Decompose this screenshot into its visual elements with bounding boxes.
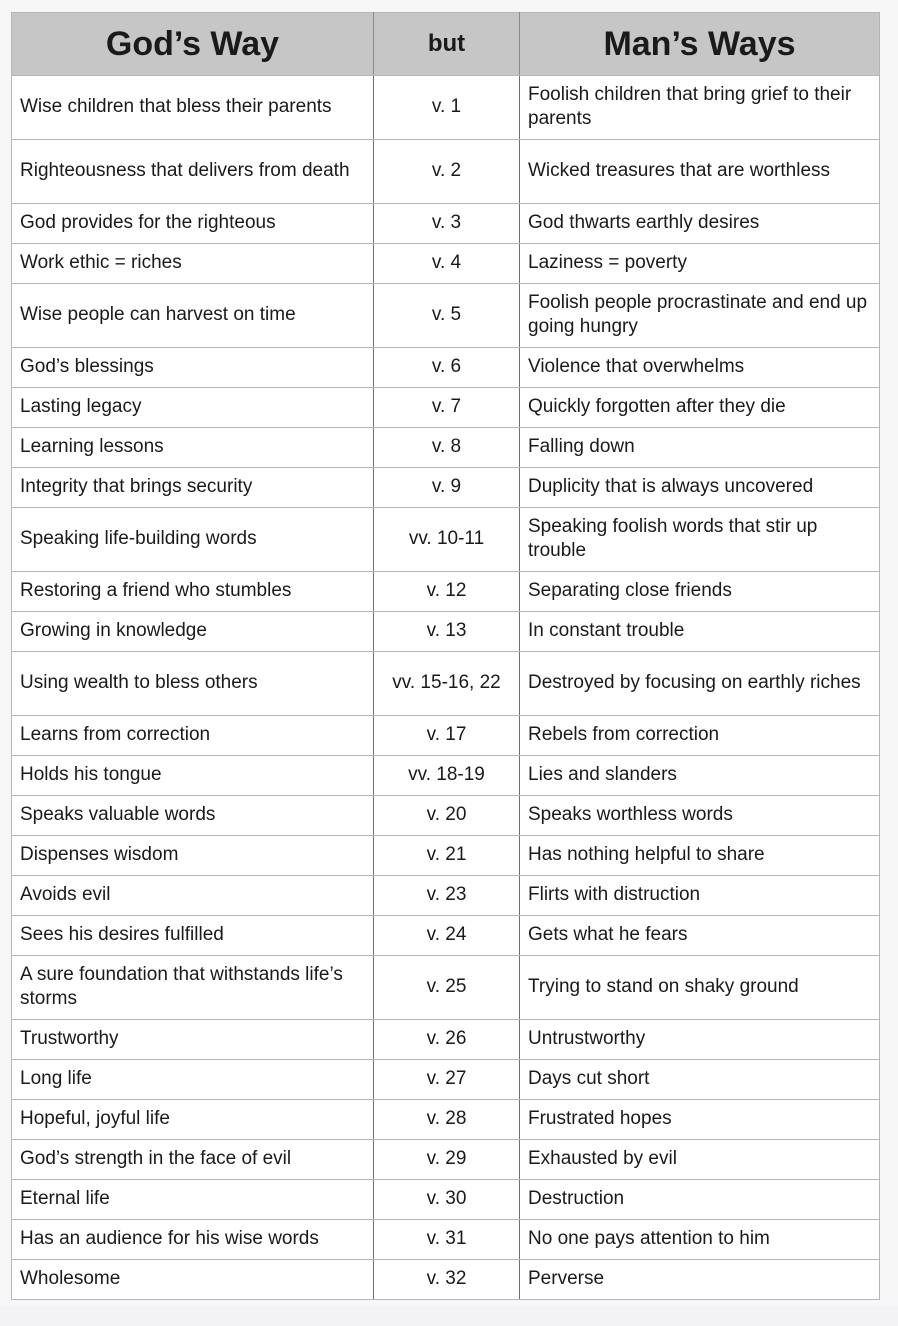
gods-way-cell: Restoring a friend who stumbles (12, 572, 374, 612)
gods-way-cell: Hopeful, joyful life (12, 1100, 374, 1140)
mans-way-cell: Violence that overwhelms (520, 348, 880, 388)
mans-way-cell: Destruction (520, 1180, 880, 1220)
header-gods-way: God’s Way (12, 13, 374, 76)
gods-way-cell: Speaking life-building words (12, 508, 374, 572)
gods-way-cell: Eternal life (12, 1180, 374, 1220)
table-row (12, 756, 880, 796)
verse-cell: v. 17 (374, 716, 520, 756)
table-row (12, 468, 880, 508)
mans-way-cell: Wicked treasures that are worthless (520, 140, 880, 204)
verse-cell: v. 5 (374, 284, 520, 348)
gods-way-cell: Has an audience for his wise words (12, 1220, 374, 1260)
verse-cell: v. 3 (374, 204, 520, 244)
gods-way-cell: Lasting legacy (12, 388, 374, 428)
mans-way-cell: Separating close friends (520, 572, 880, 612)
gods-way-cell: Wholesome (12, 1260, 374, 1300)
mans-way-cell: In constant trouble (520, 612, 880, 652)
mans-way-cell: Falling down (520, 428, 880, 468)
verse-cell: v. 9 (374, 468, 520, 508)
gods-way-cell: Long life (12, 1060, 374, 1100)
table-row (12, 140, 880, 204)
table-row (12, 612, 880, 652)
gods-way-cell: Speaks valuable words (12, 796, 374, 836)
mans-way-cell: Gets what he fears (520, 916, 880, 956)
comparison-table (11, 12, 880, 1300)
gods-way-cell: Integrity that brings security (12, 468, 374, 508)
verse-cell: v. 26 (374, 1020, 520, 1060)
gods-way-cell: Avoids evil (12, 876, 374, 916)
table-row (12, 652, 880, 716)
verse-cell: v. 32 (374, 1260, 520, 1300)
table-row (12, 1100, 880, 1140)
mans-way-cell: Rebels from correction (520, 716, 880, 756)
verse-cell: vv. 18-19 (374, 756, 520, 796)
gods-way-cell: Holds his tongue (12, 756, 374, 796)
mans-way-cell: God thwarts earthly desires (520, 204, 880, 244)
comparison-table-container (11, 12, 879, 1300)
gods-way-cell: God provides for the righteous (12, 204, 374, 244)
mans-way-cell: Destroyed by focusing on earthly riches (520, 652, 880, 716)
gods-way-cell: Learning lessons (12, 428, 374, 468)
verse-cell: v. 2 (374, 140, 520, 204)
mans-way-cell: Laziness = poverty (520, 244, 880, 284)
mans-way-cell: Duplicity that is always uncovered (520, 468, 880, 508)
table-body (12, 76, 880, 1300)
mans-way-cell: Exhausted by evil (520, 1140, 880, 1180)
mans-way-cell: Foolish people procrastinate and end up going hungry (520, 284, 880, 348)
verse-cell: v. 7 (374, 388, 520, 428)
mans-way-cell: Days cut short (520, 1060, 880, 1100)
gods-way-cell: Wise people can harvest on time (12, 284, 374, 348)
verse-cell: v. 4 (374, 244, 520, 284)
verse-cell: v. 30 (374, 1180, 520, 1220)
verse-cell: vv. 10-11 (374, 508, 520, 572)
verse-cell: v. 20 (374, 796, 520, 836)
mans-way-cell: Foolish children that bring grief to their parents (520, 76, 880, 140)
mans-way-cell: Lies and slanders (520, 756, 880, 796)
mans-way-cell: Speaking foolish words that stir up trouble (520, 508, 880, 572)
verse-cell: v. 8 (374, 428, 520, 468)
gods-way-cell: A sure foundation that withstands life’s storms (12, 956, 374, 1020)
gods-way-cell: Using wealth to bless others (12, 652, 374, 716)
mans-way-cell: Untrustworthy (520, 1020, 880, 1060)
verse-cell: v. 28 (374, 1100, 520, 1140)
verse-cell: v. 1 (374, 76, 520, 140)
table-row (12, 204, 880, 244)
verse-cell: vv. 15-16, 22 (374, 652, 520, 716)
gods-way-cell: Dispenses wisdom (12, 836, 374, 876)
table-row (12, 348, 880, 388)
gods-way-cell: Sees his desires fulfilled (12, 916, 374, 956)
page-footer-band (0, 1306, 898, 1326)
table-row (12, 836, 880, 876)
table-row (12, 428, 880, 468)
verse-cell: v. 31 (374, 1220, 520, 1260)
verse-cell: v. 27 (374, 1060, 520, 1100)
gods-way-cell: Righteousness that delivers from death (12, 140, 374, 204)
table-row (12, 244, 880, 284)
table-row (12, 1260, 880, 1300)
table-row (12, 876, 880, 916)
gods-way-cell: Work ethic = riches (12, 244, 374, 284)
table-row (12, 284, 880, 348)
table-row (12, 796, 880, 836)
table-row (12, 1020, 880, 1060)
gods-way-cell: Wise children that bless their parents (12, 76, 374, 140)
mans-way-cell: Perverse (520, 1260, 880, 1300)
mans-way-cell: Speaks worthless words (520, 796, 880, 836)
verse-cell: v. 25 (374, 956, 520, 1020)
gods-way-cell: God’s blessings (12, 348, 374, 388)
mans-way-cell: No one pays attention to him (520, 1220, 880, 1260)
gods-way-cell: Trustworthy (12, 1020, 374, 1060)
table-row (12, 956, 880, 1020)
header-row (12, 13, 880, 76)
verse-cell: v. 12 (374, 572, 520, 612)
table-row (12, 388, 880, 428)
verse-cell: v. 21 (374, 836, 520, 876)
gods-way-cell: Learns from correction (12, 716, 374, 756)
mans-way-cell: Quickly forgotten after they die (520, 388, 880, 428)
gods-way-cell: Growing in knowledge (12, 612, 374, 652)
mans-way-cell: Frustrated hopes (520, 1100, 880, 1140)
table-row (12, 508, 880, 572)
table-row (12, 572, 880, 612)
header-but: but (374, 13, 520, 76)
header-mans-ways: Man’s Ways (520, 13, 880, 76)
verse-cell: v. 23 (374, 876, 520, 916)
table-row (12, 716, 880, 756)
verse-cell: v. 6 (374, 348, 520, 388)
gods-way-cell: God’s strength in the face of evil (12, 1140, 374, 1180)
table-row (12, 1140, 880, 1180)
table-row (12, 916, 880, 956)
verse-cell: v. 24 (374, 916, 520, 956)
mans-way-cell: Has nothing helpful to share (520, 836, 880, 876)
table-row (12, 1220, 880, 1260)
table-row (12, 1180, 880, 1220)
verse-cell: v. 13 (374, 612, 520, 652)
table-row (12, 1060, 880, 1100)
mans-way-cell: Flirts with distruction (520, 876, 880, 916)
mans-way-cell: Trying to stand on shaky ground (520, 956, 880, 1020)
verse-cell: v. 29 (374, 1140, 520, 1180)
table-row (12, 76, 880, 140)
